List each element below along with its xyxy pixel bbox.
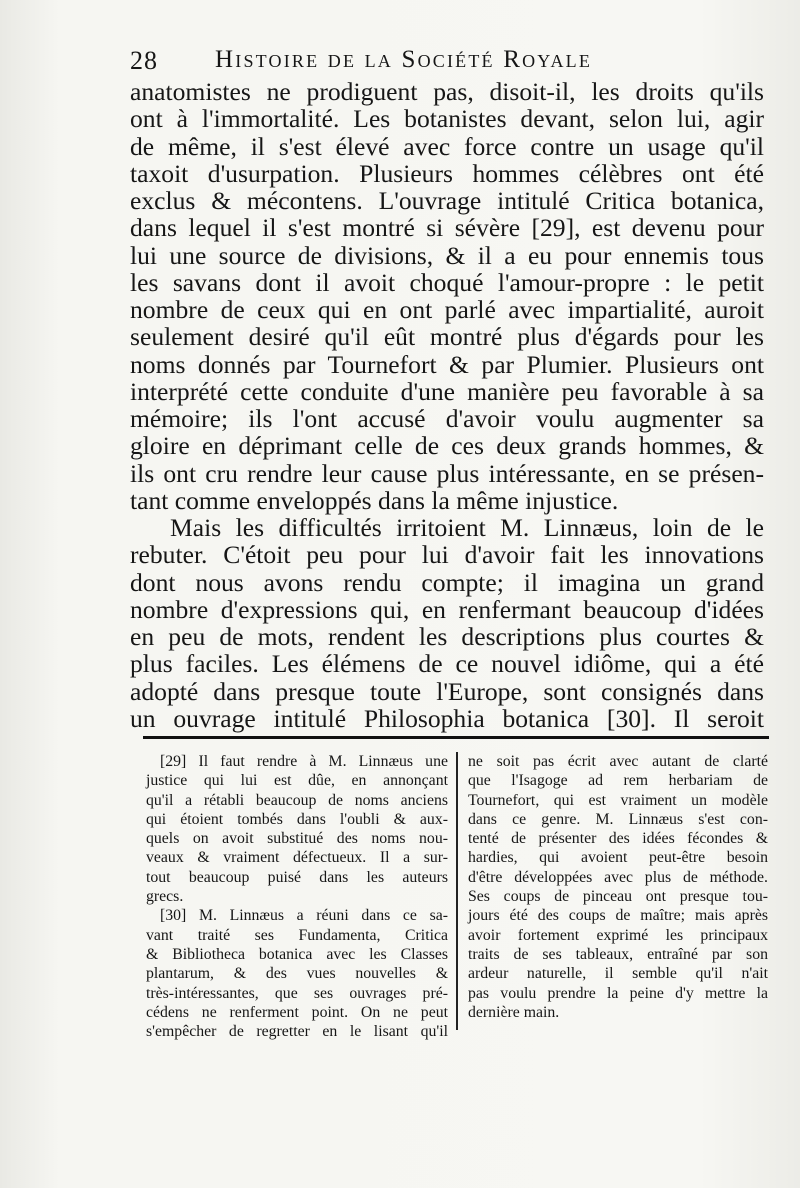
- footnote-line: avoir fortement exprimé les principaux: [468, 926, 768, 944]
- footnote-line: pas voulu prendre la peine d'y mettre la: [468, 984, 768, 1002]
- text-line: seulement desiré qu'il eût montré plus d'égards pour les: [130, 322, 764, 352]
- footnote-line: & Bibliotheca botanica avec les Classes: [146, 945, 448, 963]
- footnotes-left-column: [146, 752, 448, 1041]
- footnote-line: vant traité ses Fundamenta, Critica: [146, 926, 448, 944]
- text-line: adopté dans presque toute l'Europe, sont consignés dans: [130, 676, 764, 706]
- text-line: lui une source de divisions, & il a eu pour ennemis tous: [130, 240, 764, 270]
- footnote-line: grecs.: [146, 888, 184, 906]
- text-line: nombre de ceux qui en ont parlé avec impartialité, auroit: [130, 295, 764, 324]
- footnote-line: [30] M. Linnæus a réuni dans ce sa-: [160, 907, 448, 925]
- page-number: 28: [130, 46, 158, 75]
- text-line: noms donnés par Tournefort & par Plumier. Plusieurs ont: [130, 349, 764, 379]
- footnote-line: très-intéressantes, que ses ouvrages pré-: [146, 984, 448, 1002]
- text-line: Mais les difficultés irritoient M. Linnæus, loin de le: [170, 513, 764, 542]
- footnote-line: [29] Il faut rendre à M. Linnæus une: [160, 753, 448, 770]
- text-line: les savans dont il avoit choqué l'amour-propre : le petit: [130, 267, 764, 297]
- text-line: dont nous avons rendu compte; il imagina un grand: [130, 567, 764, 597]
- footnote-line: quels on avoit substitué des noms nou-: [146, 830, 448, 848]
- running-head: Histoire de la Société Royale: [215, 46, 593, 73]
- text-line: dans lequel il s'est montré si sévère [29], est devenu pour: [130, 213, 764, 243]
- text-line: anatomistes ne prodiguent pas, disoit-il, les droits qu'ils: [130, 77, 764, 106]
- footnote-line: s'empêcher de regretter en le lisant qu'il: [146, 1023, 448, 1041]
- footnote-line: ardeur naturelle, il semble qu'il n'ait: [468, 965, 768, 983]
- footnote-line: jours été des coups de maître; mais après: [468, 907, 768, 925]
- footnote-line: que l'Isagoge ad rem herbariam de: [468, 772, 768, 790]
- footnote-line: justice qui lui est dûe, en annonçant: [146, 772, 448, 790]
- text-line: tant comme enveloppés dans la même injustice.: [130, 485, 619, 515]
- footnote-line: Tournefort, qui est vraiment un modèle: [468, 791, 768, 809]
- footnote-line: traits de ses tableaux, entraîné par son: [468, 945, 768, 963]
- text-line: interprété cette conduite d'une manière peu favorable à sa: [130, 376, 764, 406]
- text-line: mémoire; ils l'ont accusé d'avoir voulu augmenter sa: [130, 404, 764, 433]
- footnote-line: veaux & vraiment défectueux. Il a sur-: [146, 849, 448, 867]
- page-header: [130, 44, 770, 80]
- text-line: en peu de mots, rendent les descriptions plus courtes &: [130, 622, 764, 651]
- column-divider: [456, 752, 458, 1030]
- footnote-line: qu'il a rétabli beaucoup de noms anciens: [146, 791, 448, 809]
- footnote-line: dans ce genre. M. Linnæus s'est con-: [468, 810, 768, 828]
- footnote-line: hardies, qui avoient peut-être besoin: [468, 849, 768, 867]
- text-line: taxoit d'usurpation. Plusieurs hommes célèbres ont été: [130, 158, 764, 188]
- text-line: un ouvrage intitulé Philosophia botanica [30]. Il seroit: [130, 703, 764, 733]
- text-line: exclus & mécontens. L'ouvrage intitulé Critica botanica,: [130, 186, 764, 215]
- text-line: plus faciles. Les élémens de ce nouvel idiôme, qui a été: [130, 649, 764, 679]
- footnote-line: tenté de présenter des idées fécondes &: [468, 830, 768, 848]
- footnote-line: plantarum, & des vues nouvelles &: [146, 965, 448, 983]
- footnote-line: Ses coups de pinceau ont presque tou-: [468, 888, 768, 906]
- footnote-rule: [143, 736, 769, 739]
- footnote-line: cédens ne renferment point. On ne peut: [146, 1003, 448, 1021]
- text-line: de même, il s'est élevé avec force contre un usage qu'il: [130, 131, 764, 161]
- text-line: gloire en déprimant celle de ces deux grands hommes, &: [130, 431, 764, 461]
- text-line: ont à l'immortalité. Les botanistes devant, selon lui, agir: [130, 104, 764, 134]
- text-line: nombre d'expressions qui, en renfermant beaucoup d'idées: [130, 594, 764, 624]
- footnote-line: d'être développées avec plus de méthode.: [468, 868, 768, 886]
- footnote-line: tout beaucoup puisé dans les auteurs: [146, 868, 448, 886]
- body-text: [130, 78, 764, 732]
- footnotes-right-column: [468, 752, 768, 1022]
- footnote-line: ne soit pas écrit avec autant de clarté: [468, 753, 768, 770]
- footnote-line: dernière main.: [468, 1003, 560, 1021]
- text-line: rebuter. C'étoit peu pour lui d'avoir fait les innovations: [130, 540, 764, 570]
- text-line: ils ont cru rendre leur cause plus intéressante, en se présen-: [130, 458, 764, 488]
- footnote-line: qui étoient tombés dans l'oubli & aux-: [146, 810, 448, 828]
